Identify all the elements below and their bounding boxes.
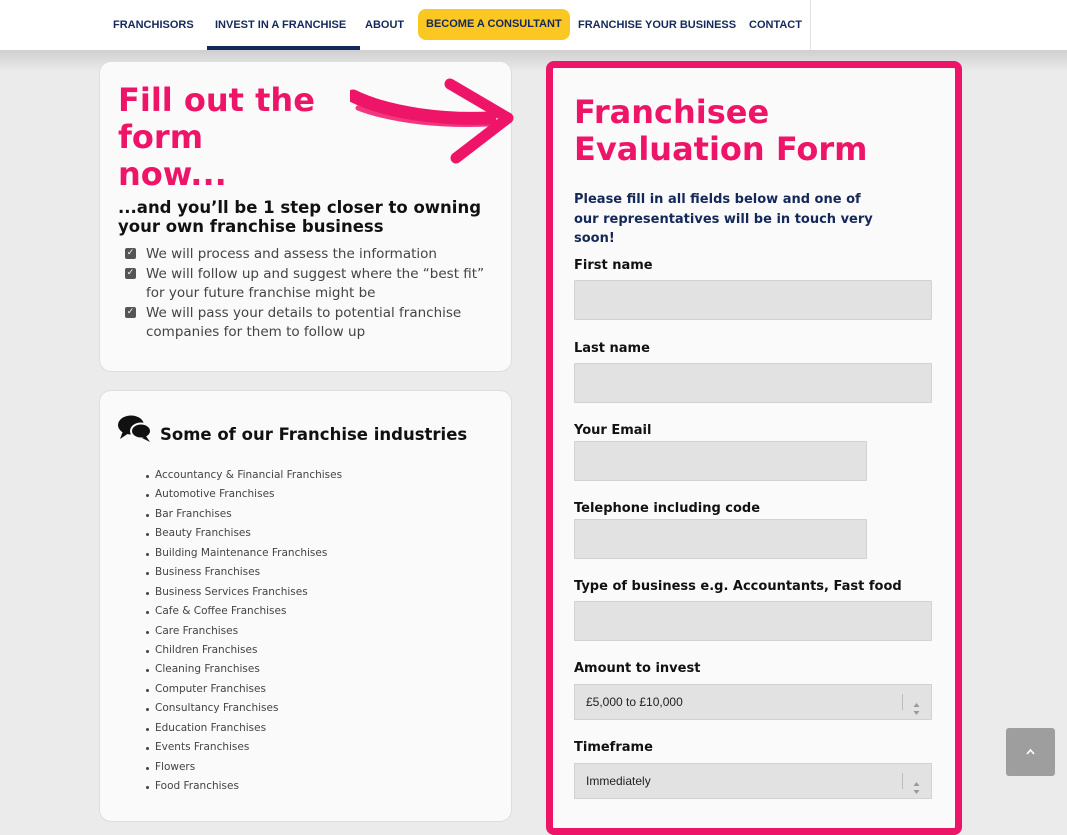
form-intro: Please fill in all fields below and one of our representatives will be in touch very soon! <box>574 192 873 246</box>
nav-menu <box>0 0 811 50</box>
industry-link[interactable]: Care Franchises <box>146 622 342 641</box>
select-divider <box>902 694 903 710</box>
telephone-input[interactable] <box>574 519 867 559</box>
select-arrows-icon <box>913 695 920 709</box>
timeframe-select[interactable] <box>574 763 932 799</box>
industry-link[interactable]: Children Franchises <box>146 641 342 660</box>
first-name-input[interactable] <box>574 280 932 320</box>
industries-title: Some of our Franchise industries <box>160 425 468 444</box>
intro-title: Fill out the form now... <box>118 81 315 193</box>
benefits-checklist <box>124 245 504 343</box>
timeframe-selected-value: Immediately <box>586 774 651 788</box>
business-type-label: Type of business e.g. Accountants, Fast food <box>574 579 902 594</box>
arrow-right-icon <box>350 76 515 166</box>
evaluation-form <box>546 61 962 835</box>
chevron-up-icon <box>1006 761 1055 780</box>
industry-link[interactable]: Automotive Franchises <box>146 485 342 504</box>
form-title: Franchisee Evaluation Form <box>574 93 868 168</box>
nav-item-invest-in-a-franchise[interactable]: INVEST IN A FRANCHISE <box>215 0 346 50</box>
select-arrows-icon <box>913 774 920 788</box>
industry-link[interactable]: Beauty Franchises <box>146 524 342 543</box>
industry-link[interactable]: Food Franchises <box>146 777 342 796</box>
industry-link[interactable]: Business Franchises <box>146 563 342 582</box>
business-type-input[interactable] <box>574 601 932 641</box>
industry-link[interactable]: Cleaning Franchises <box>146 660 342 679</box>
email-input[interactable] <box>574 441 867 481</box>
checkbox-checked-icon: ✓ <box>126 306 135 317</box>
chat-bubbles-icon <box>118 415 152 443</box>
intro-subtitle: ...and you’ll be 1 step closer to owning your own franchise business <box>118 198 481 236</box>
timeframe-label: Timeframe <box>574 740 653 755</box>
checklist-item: ✓ We will pass your details to potential franchise companies for them to follow up <box>126 304 462 340</box>
industry-link[interactable]: Flowers <box>146 758 342 777</box>
top-navigation <box>0 0 1067 50</box>
industry-link[interactable]: Bar Franchises <box>146 505 342 524</box>
nav-item-about[interactable]: ABOUT <box>365 19 405 31</box>
industry-link[interactable]: Building Maintenance Franchises <box>146 544 342 563</box>
industries-card <box>99 390 512 822</box>
checklist-item: ✓ We will process and assess the information <box>126 246 437 262</box>
nav-item-franchise-your-business[interactable]: FRANCHISE YOUR BUSINESS <box>578 19 737 31</box>
last-name-input[interactable] <box>574 363 932 403</box>
industry-link[interactable]: Consultancy Franchises <box>146 699 342 718</box>
telephone-label: Telephone including code <box>574 501 761 516</box>
checkbox-checked-icon: ✓ <box>126 267 135 278</box>
email-label: Your Email <box>574 423 652 438</box>
select-divider <box>902 773 903 789</box>
amount-label: Amount to invest <box>574 661 701 676</box>
industry-link[interactable]: Business Services Franchises <box>146 583 342 602</box>
checklist-item: ✓ We will follow up and suggest where the “best fit” for your future franchise might be <box>126 265 485 301</box>
nav-item-contact[interactable]: CONTACT <box>749 19 802 31</box>
amount-selected-value: £5,000 to £10,000 <box>586 695 683 709</box>
industry-link[interactable]: Events Franchises <box>146 738 342 757</box>
checkbox-checked-icon: ✓ <box>126 248 135 258</box>
industry-link[interactable]: Education Franchises <box>146 719 342 738</box>
industries-list <box>146 466 342 796</box>
amount-select[interactable] <box>574 684 932 720</box>
back-to-top-button[interactable] <box>1006 728 1055 776</box>
last-name-label: Last name <box>574 341 650 356</box>
industry-link[interactable]: Accountancy & Financial Franchises <box>146 466 342 485</box>
industry-link[interactable]: Computer Franchises <box>146 680 342 699</box>
nav-item-franchisors[interactable]: FRANCHISORS <box>113 19 194 31</box>
industry-link[interactable]: Cafe & Coffee Franchises <box>146 602 342 621</box>
first-name-label: First name <box>574 258 653 273</box>
become-a-consultant-button[interactable]: BECOME A CONSULTANT <box>418 9 570 40</box>
